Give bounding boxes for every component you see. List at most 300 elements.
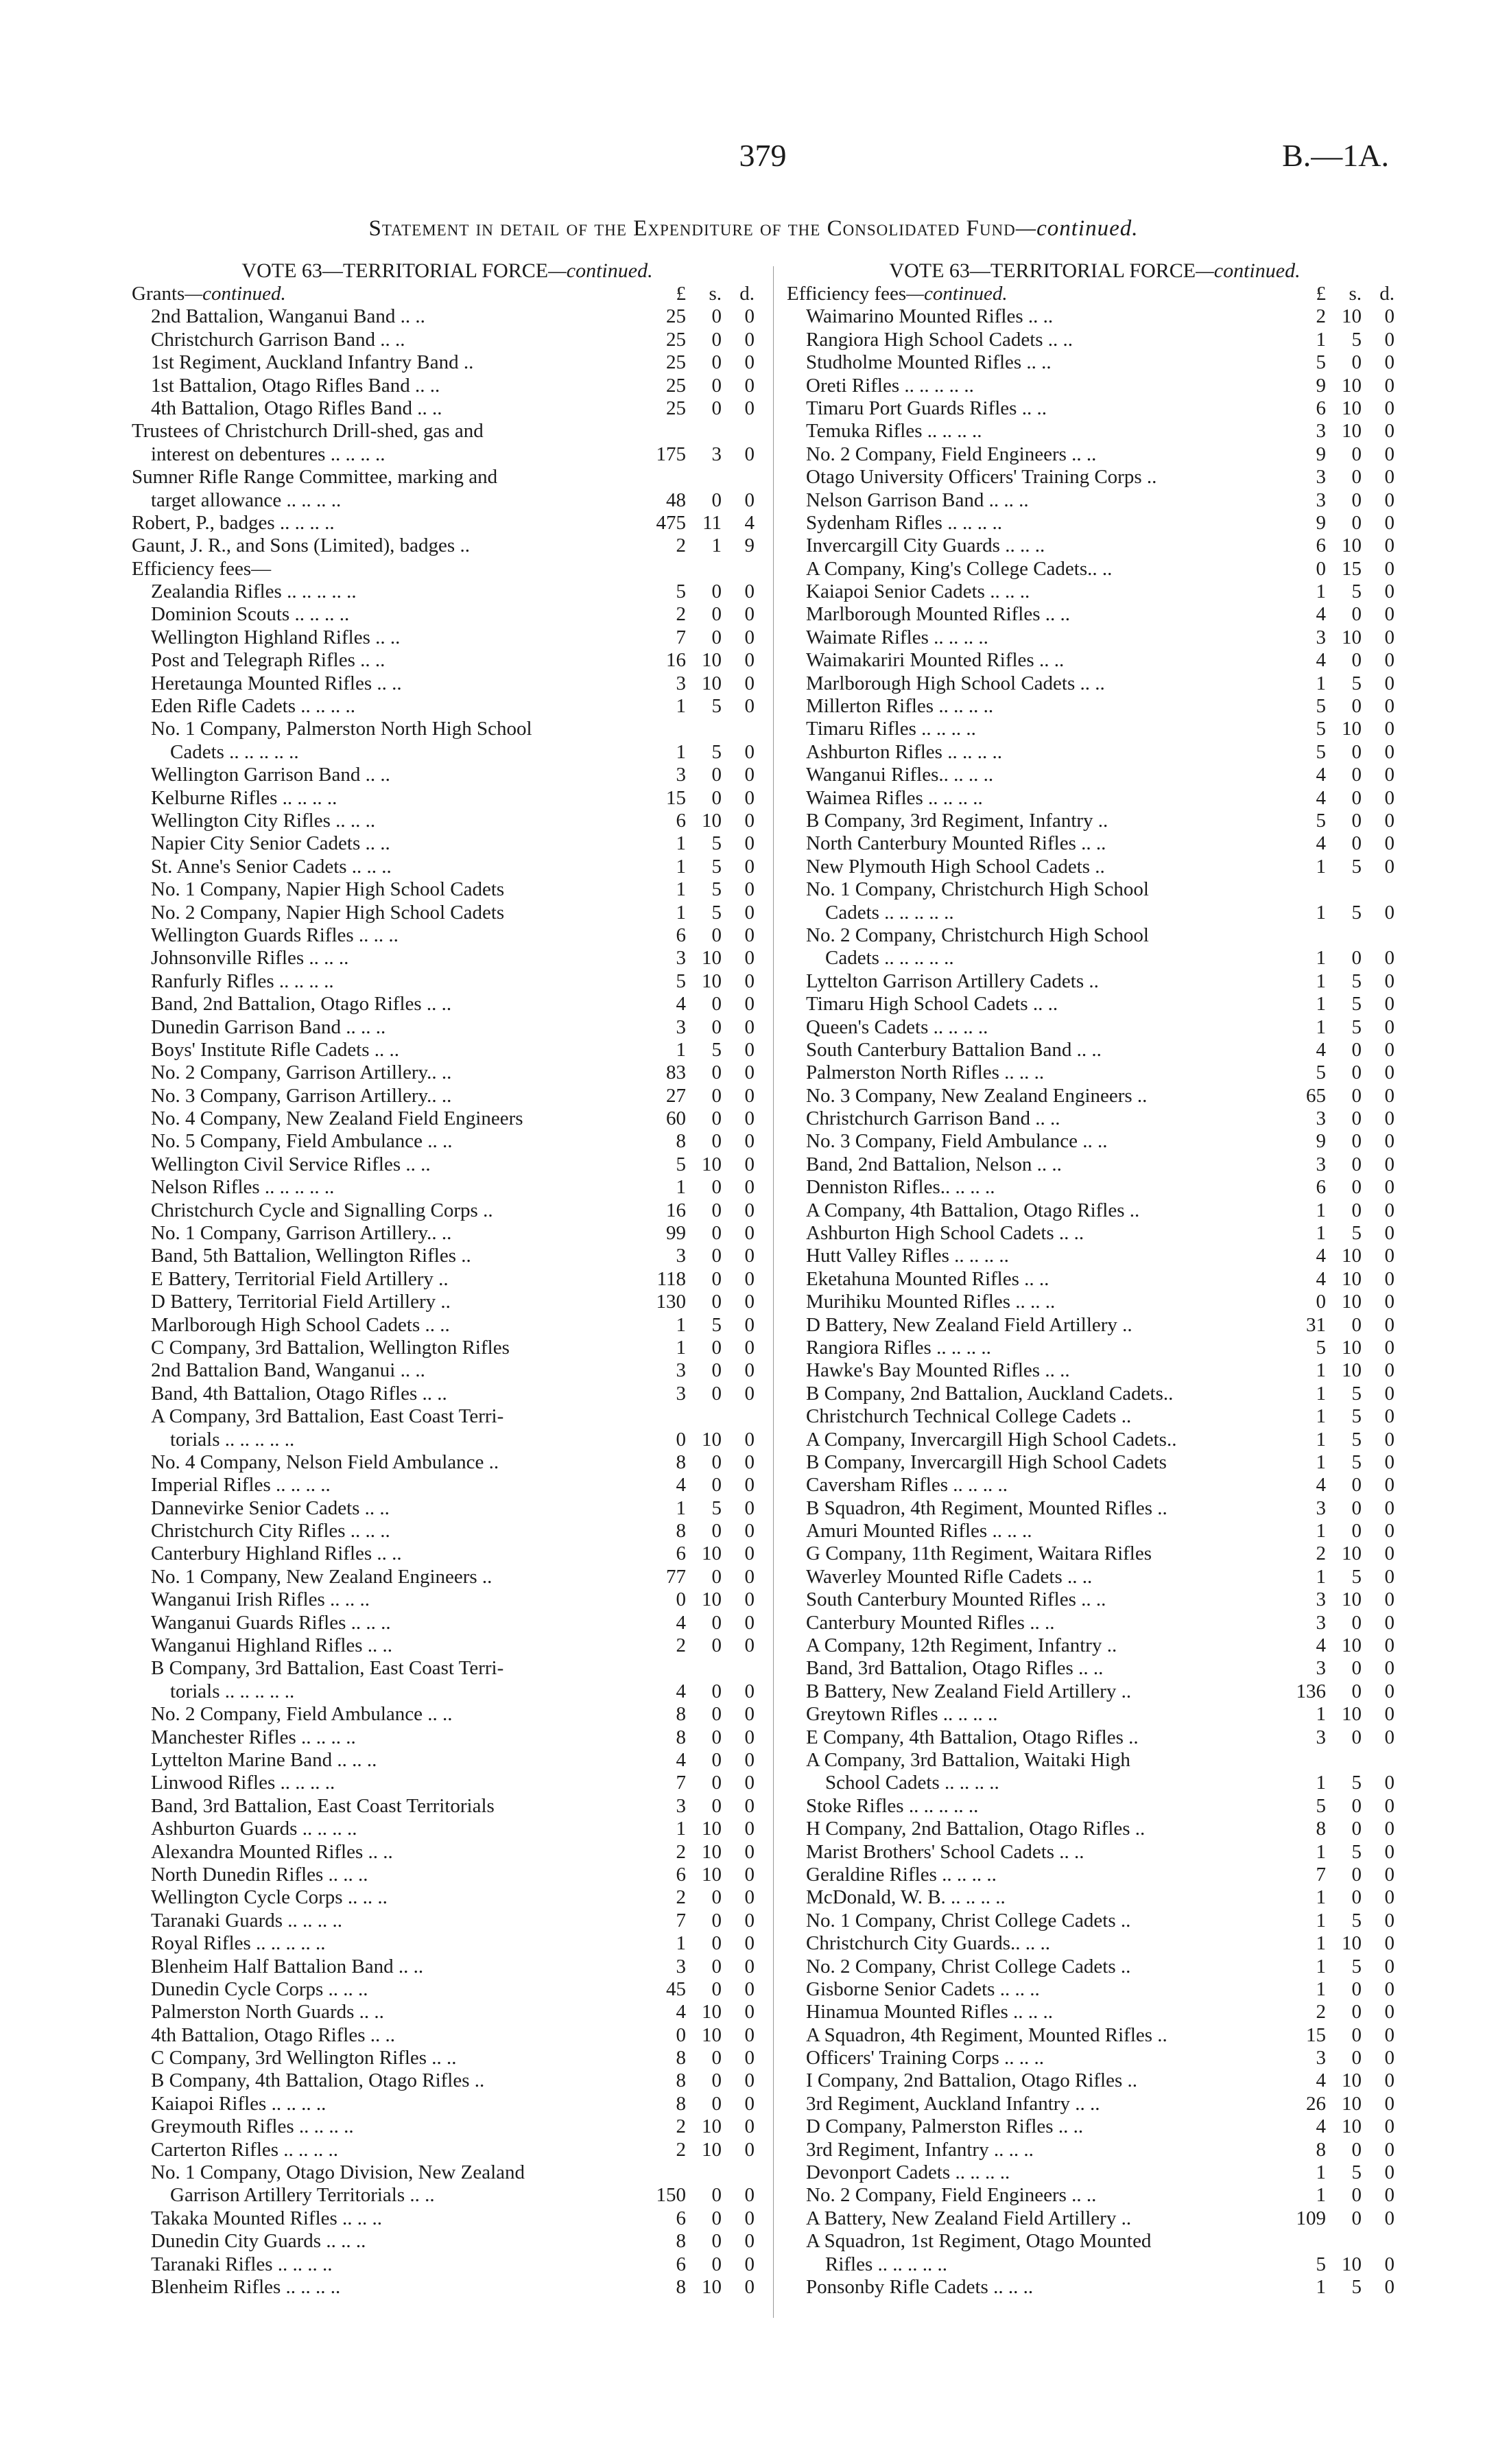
amount-shill: 5 <box>1351 2275 1362 2298</box>
ledger-row-description <box>787 1932 1286 1955</box>
ledger-row <box>132 2069 763 2092</box>
amount-shill: 0 <box>711 1291 722 1313</box>
amount-pounds: 8 <box>676 1726 686 1748</box>
ledger-row-label: Wellington Highland Rifles .. .. <box>151 626 401 648</box>
ledger-row-description <box>787 2024 1286 2047</box>
amount-pounds: 109 <box>1296 2207 1326 2229</box>
amount-shill: 0 <box>1351 1130 1362 1153</box>
ledger-row <box>132 1085 763 1107</box>
ledger-row <box>787 351 1403 374</box>
ledger-row-description <box>787 1612 1286 1634</box>
amount-pence: 0 <box>744 901 755 924</box>
amount-pounds: 5 <box>1316 1336 1326 1359</box>
ledger-row <box>132 1566 763 1588</box>
amount-pounds: 1 <box>676 1336 686 1359</box>
ledger-row-label: Wellington Cycle Corps .. .. .. <box>151 1886 388 1909</box>
ledger-row <box>787 878 1403 901</box>
ledger-row-label: Band, 2nd Battalion, Nelson .. .. <box>806 1153 1062 1175</box>
amount-shill: 0 <box>1351 1199 1362 1221</box>
ledger-row <box>787 2161 1403 2184</box>
ledger-row <box>787 2024 1403 2047</box>
amount-pounds: 8 <box>676 2069 686 2092</box>
amount-shill: 5 <box>1351 970 1362 992</box>
amount-pounds: 8 <box>676 2275 686 2298</box>
ledger-row-description <box>787 1405 1286 1428</box>
amount-shill: 0 <box>711 1886 722 1909</box>
ledger-row-description <box>787 741 1286 764</box>
ledger-row-label: Band, 2nd Battalion, Otago Rifles .. .. <box>151 993 452 1016</box>
ledger-row-description <box>787 2253 1305 2276</box>
amount-shill: 0 <box>1351 809 1362 832</box>
amount-shill: 0 <box>1351 1978 1362 2000</box>
amount-pence: 0 <box>1384 1611 1395 1634</box>
amount-shill: 0 <box>711 2069 722 2092</box>
amount-shill: 0 <box>711 786 722 809</box>
ledger-row-description <box>132 1956 645 1978</box>
ledger-row <box>787 1061 1403 1084</box>
ledger-row-label: Kelburne Rifles .. .. .. .. <box>151 786 337 809</box>
ledger-row <box>132 2093 763 2115</box>
ledger-row-label: Hawke's Bay Mounted Rifles .. .. <box>806 1359 1070 1382</box>
amount-pounds: 7 <box>676 1772 686 1794</box>
ledger-row <box>787 1039 1403 1061</box>
amount-pence: 0 <box>1384 1061 1395 1084</box>
ledger-row-description <box>132 2230 645 2253</box>
amount-shill: 0 <box>711 397 722 419</box>
ledger-row-label: Palmerston North Guards .. .. <box>151 2001 384 2023</box>
ledger-row-label: D Battery, New Zealand Field Artillery .. <box>806 1313 1132 1336</box>
amount-shill: 10 <box>702 2023 722 2046</box>
ledger-row-description <box>787 1474 1286 1497</box>
ledger-row-description <box>132 1061 645 1084</box>
amount-pounds: 4 <box>676 1474 686 1497</box>
amount-shill: 10 <box>1342 1291 1362 1313</box>
ledger-row-description <box>787 2207 1286 2230</box>
amount-shill: 10 <box>1342 2092 1362 2115</box>
amount-shill: 0 <box>711 1245 722 1267</box>
ledger-row-description <box>787 351 1286 374</box>
ledger-row-label: Royal Rifles .. .. .. .. .. <box>151 1932 326 1955</box>
ledger-row-description <box>787 580 1286 603</box>
ledger-row-label: Johnsonville Rifles .. .. .. <box>151 947 349 970</box>
ledger-row-description <box>132 397 645 420</box>
amount-pounds: 4 <box>1316 1267 1326 1290</box>
ledger-row-label: South Canterbury Battalion Band .. .. <box>806 1038 1102 1061</box>
ledger-row-label: Greytown Rifles .. .. .. .. <box>806 1703 998 1726</box>
amount-pounds: 2 <box>676 2138 686 2161</box>
ledger-row-description <box>787 1222 1286 1245</box>
ledger-row-description <box>132 1222 645 1245</box>
amount-pounds: 8 <box>1316 2138 1326 2161</box>
ledger-row <box>132 1864 763 1886</box>
ledger-row-label: Invercargill City Guards .. .. .. <box>806 535 1045 557</box>
ledger-row <box>787 1749 1403 1772</box>
amount-pounds: 3 <box>1316 626 1326 648</box>
amount-pence: 0 <box>1384 1291 1395 1313</box>
amount-shill: 0 <box>1351 832 1362 855</box>
amount-shill: 0 <box>711 1084 722 1107</box>
amount-pence: 0 <box>1384 1772 1395 1794</box>
ledger-row-label: B Company, 3rd Regiment, Infantry .. <box>806 809 1108 832</box>
amount-pounds: 3 <box>676 1359 686 1382</box>
ledger-row-description <box>132 832 645 855</box>
amount-pounds: 15 <box>666 786 686 809</box>
amount-shill: 5 <box>1351 672 1362 694</box>
amount-pence: 0 <box>1384 2023 1395 2046</box>
amount-pounds: 2 <box>1316 2001 1326 2023</box>
ledger-row-label: Linwood Rifles .. .. .. .. <box>151 1772 335 1794</box>
right-ledger-rows <box>787 283 1403 2299</box>
ledger-row <box>132 2161 763 2184</box>
ledger-row-label: No. 2 Company, Field Engineers .. .. <box>806 2184 1097 2207</box>
amount-pounds: 3 <box>1316 1726 1326 1748</box>
ledger-row-description <box>132 375 645 397</box>
ledger-row <box>787 1199 1403 1222</box>
ledger-row-label: Wellington Civil Service Rifles .. .. <box>151 1153 431 1175</box>
amount-pence: 0 <box>744 1978 755 2000</box>
amount-pence: 0 <box>1384 626 1395 648</box>
ledger-row-description <box>132 1451 645 1474</box>
ledger-row <box>132 351 763 374</box>
amount-shill: 0 <box>711 580 722 603</box>
amount-shill: 0 <box>1351 1520 1362 1542</box>
ledger-row <box>132 603 763 626</box>
ledger-row-description <box>787 1107 1286 1130</box>
amount-pounds: 45 <box>666 1978 686 2000</box>
amount-pence: 0 <box>744 1886 755 1909</box>
statement-title <box>0 216 1507 242</box>
amount-shill: 5 <box>1351 1016 1362 1038</box>
amount-pounds: 9 <box>1316 443 1326 465</box>
amount-shill: 0 <box>711 1634 722 1657</box>
ledger-row <box>132 1657 763 1680</box>
amount-pounds: 1 <box>1316 1016 1326 1038</box>
amount-pounds: 1 <box>1316 855 1326 878</box>
amount-pence: 0 <box>744 1772 755 1794</box>
ledger-row <box>132 375 763 397</box>
amount-pounds: 1 <box>1316 672 1326 694</box>
amount-shill: 0 <box>711 764 722 786</box>
amount-pence: 0 <box>744 1611 755 1634</box>
amount-pence: 0 <box>1384 580 1395 603</box>
amount-pounds: 3 <box>676 1382 686 1405</box>
ledger-row <box>787 1818 1403 1840</box>
ledger-row <box>132 558 763 580</box>
ledger-row-label: Taranaki Rifles .. .. .. .. <box>151 2253 333 2275</box>
ledger-row <box>132 2024 763 2047</box>
ledger-row-label: B Company, 3rd Battalion, East Coast Terri- <box>151 1657 504 1680</box>
ledger-row-description <box>132 1016 645 1039</box>
ledger-row <box>787 1772 1403 1794</box>
amount-pounds: 1 <box>1316 1772 1326 1794</box>
ledger-row-label: School Cadets .. .. .. .. <box>825 1772 999 1794</box>
amount-pounds: 1 <box>676 1497 686 1519</box>
amount-pence: 0 <box>1384 1267 1395 1290</box>
ledger-row <box>132 580 763 603</box>
ledger-row-description <box>787 1153 1286 1176</box>
amount-pounds: 475 <box>656 511 686 534</box>
ledger-row-description <box>132 1405 645 1428</box>
amount-shill: 0 <box>1351 2184 1362 2207</box>
amount-shill: 0 <box>711 2253 722 2275</box>
amount-pence: 0 <box>744 1863 755 1886</box>
ledger-row-description <box>132 1176 645 1199</box>
amount-pounds: 3 <box>1316 1153 1326 1175</box>
amount-shill: 0 <box>711 305 722 328</box>
ledger-row-description <box>787 970 1286 993</box>
ledger-row-description <box>132 993 645 1016</box>
ledger-row-label: No. 1 Company, Christchurch High School <box>806 878 1149 901</box>
amount-shill: 0 <box>1351 443 1362 465</box>
ledger-row-label: Ashburton Rifles .. .. .. .. <box>806 740 1002 763</box>
amount-pence: 0 <box>1384 1520 1395 1542</box>
amount-shill: 0 <box>711 1932 722 1955</box>
statement-title-continued: —continued. <box>1015 216 1139 241</box>
ledger-row-label: No. 1 Company, Palmerston North High School <box>151 718 532 740</box>
ledger-row <box>787 1016 1403 1039</box>
amount-pounds: 16 <box>666 649 686 672</box>
amount-shill: 0 <box>711 1520 722 1542</box>
ledger-row <box>787 1451 1403 1474</box>
amount-shill: 0 <box>1351 351 1362 374</box>
amount-shill: 1 <box>711 535 722 557</box>
ledger-row <box>787 1130 1403 1153</box>
amount-shill: 0 <box>711 1611 722 1634</box>
amount-pounds: 5 <box>1316 1061 1326 1084</box>
amount-shill: 0 <box>711 626 722 648</box>
amount-pounds: 1 <box>676 901 686 924</box>
amount-pence: 0 <box>744 397 755 419</box>
amount-pence: 0 <box>744 695 755 718</box>
ledger-row-label: Waimakariri Mounted Rifles .. .. <box>806 649 1065 672</box>
amount-pence: 0 <box>1384 718 1395 740</box>
ledger-row-description <box>132 2253 645 2276</box>
ledger-row <box>132 741 763 764</box>
ledger-row-description <box>787 1772 1305 1794</box>
ledger-row-description <box>132 1932 645 1955</box>
ledger-row <box>787 2253 1403 2276</box>
amount-pounds: 1 <box>1316 1565 1326 1588</box>
ledger-row-description <box>132 1039 645 1061</box>
ledger-row-label: A Company, Invercargill High School Cadets.. <box>806 1428 1177 1451</box>
ledger-row <box>132 718 763 740</box>
amount-pounds: 0 <box>1316 1291 1326 1313</box>
amount-shill: 0 <box>711 1267 722 1290</box>
amount-pence: 0 <box>744 672 755 694</box>
ledger-row <box>787 1795 1403 1818</box>
ledger-row-label: Christchurch Garrison Band .. .. <box>806 1107 1060 1130</box>
amount-shill: 0 <box>711 374 722 397</box>
ledger-row-label: Blenheim Half Battalion Band .. .. <box>151 1955 424 1978</box>
ledger-row <box>132 672 763 695</box>
ledger-row <box>787 1542 1403 1565</box>
amount-pounds: 1 <box>1316 1909 1326 1932</box>
amount-shill: 5 <box>1351 993 1362 1016</box>
amount-shill: 0 <box>711 1703 722 1726</box>
amount-shill: 0 <box>711 1061 722 1084</box>
amount-pence: 0 <box>744 374 755 397</box>
ledger-row-label: Marlborough High School Cadets .. .. <box>151 1313 450 1336</box>
amount-shill: 0 <box>711 2047 722 2069</box>
ledger-row-description <box>787 993 1286 1016</box>
ledger-row <box>787 856 1403 878</box>
ledger-row-description <box>132 1910 645 1932</box>
ledger-row-label: Hutt Valley Rifles .. .. .. .. <box>806 1245 1009 1267</box>
ledger-row <box>787 1176 1403 1199</box>
amount-pence: 0 <box>744 1084 755 1107</box>
ledger-row-description <box>787 764 1286 786</box>
amount-pence: 0 <box>1384 443 1395 465</box>
amount-shill: 0 <box>1351 1863 1362 1886</box>
ledger-row-description <box>787 603 1286 626</box>
ledger-row-label: Wellington Guards Rifles .. .. .. <box>151 924 399 946</box>
amount-pence: 0 <box>744 970 755 992</box>
ledger-row-label: Greymouth Rifles .. .. .. .. <box>151 2115 354 2138</box>
ledger-row-label: Denniston Rifles.. .. .. .. <box>806 1176 995 1199</box>
amount-shill: 10 <box>702 2001 722 2023</box>
amount-pounds: 3 <box>1316 1611 1326 1634</box>
ledger-row-label: 4th Battalion, Otago Rifles Band .. .. <box>151 397 442 419</box>
ledger-row-description <box>787 2276 1286 2299</box>
amount-pence: 0 <box>1384 855 1395 878</box>
ledger-row-label: A Squadron, 4th Regiment, Mounted Rifles .. <box>806 2023 1167 2046</box>
ledger-row <box>787 1886 1403 1909</box>
amount-pounds: 3 <box>676 947 686 970</box>
amount-shill: 0 <box>1351 1680 1362 1702</box>
amount-pence: 0 <box>1384 1703 1395 1726</box>
ledger-row-description <box>787 512 1286 535</box>
left-vote-heading <box>132 259 763 283</box>
amount-pounds: 3 <box>1316 1657 1326 1680</box>
amount-shill: 5 <box>1351 1382 1362 1405</box>
ledger-row-description <box>132 2069 645 2092</box>
amount-pence: 0 <box>744 1336 755 1359</box>
amount-pounds: 1 <box>676 832 686 855</box>
ledger-row <box>787 718 1403 740</box>
amount-pence: 0 <box>1384 2115 1395 2138</box>
ledger-row-description <box>787 1061 1286 1084</box>
amount-pence: 0 <box>1384 1016 1395 1038</box>
amount-pounds: 60 <box>666 1107 686 1130</box>
ledger-row-description <box>787 832 1286 855</box>
ledger-row-label: B Battery, New Zealand Field Artillery .. <box>806 1680 1132 1702</box>
amount-pence: 0 <box>744 2047 755 2069</box>
amount-pounds: 1 <box>1316 1886 1326 1909</box>
column-divider <box>773 266 774 2318</box>
ledger-row <box>132 1634 763 1657</box>
amount-shill: 0 <box>1351 649 1362 672</box>
ledger-row <box>787 1268 1403 1291</box>
ledger-row <box>787 787 1403 810</box>
amount-pence: 0 <box>744 1565 755 1588</box>
ledger-row <box>787 764 1403 786</box>
ledger-row-description <box>787 1245 1286 1267</box>
ledger-row-description <box>132 535 626 557</box>
ledger-row-description <box>787 2047 1286 2069</box>
amount-pounds: 6 <box>676 2253 686 2275</box>
ledger-row-description <box>132 1130 645 1153</box>
ledger-row-description <box>132 1864 645 1886</box>
amount-pounds: 1 <box>676 878 686 901</box>
amount-shill: 0 <box>1351 603 1362 626</box>
ledger-row <box>787 535 1403 557</box>
amount-shill: 0 <box>711 1680 722 1702</box>
amount-pence: 0 <box>744 1245 755 1267</box>
ledger-row <box>787 2115 1403 2138</box>
ledger-row-label: 2nd Battalion, Wanganui Band .. .. <box>151 305 425 328</box>
ledger-row-description <box>132 718 645 740</box>
ledger-row-description <box>787 787 1286 810</box>
amount-pounds: £ <box>676 283 686 305</box>
amount-pence: 0 <box>744 1199 755 1221</box>
amount-pence: 0 <box>744 305 755 328</box>
amount-shill: 10 <box>1342 1932 1362 1955</box>
amount-shill: 0 <box>711 1130 722 1153</box>
amount-pence: 0 <box>1384 1451 1395 1473</box>
ledger-row-description <box>132 1359 645 1382</box>
statement-title-caps: Statement in detail of the Expenditure of the Consolidated Fund <box>368 216 1016 241</box>
ledger-row-description <box>132 2207 645 2230</box>
amount-pounds: 5 <box>1316 351 1326 374</box>
ledger-row-description <box>787 283 1267 305</box>
amount-shill: 0 <box>1351 695 1362 718</box>
ledger-row <box>132 649 763 672</box>
amount-pounds: 6 <box>676 924 686 946</box>
amount-pence: 0 <box>744 1794 755 1817</box>
ledger-row-label: Heretaunga Mounted Rifles .. .. <box>151 672 402 694</box>
ledger-row <box>132 2230 763 2253</box>
amount-pence: 0 <box>1384 1245 1395 1267</box>
amount-pounds: 6 <box>676 1542 686 1565</box>
amount-shill: 10 <box>1342 718 1362 740</box>
ledger-row-description <box>132 351 645 374</box>
ledger-row-label: Marist Brothers' School Cadets .. .. <box>806 1840 1084 1863</box>
ledger-row <box>787 397 1403 420</box>
ledger-row-description <box>132 1886 645 1909</box>
ledger-row <box>787 580 1403 603</box>
amount-shill: 5 <box>1351 2161 1362 2184</box>
amount-pence: 0 <box>1384 557 1395 580</box>
ledger-row-description <box>132 558 626 580</box>
ledger-row-label: E Company, 4th Battalion, Otago Rifles .. <box>806 1726 1139 1748</box>
amount-shill: 0 <box>1351 1084 1362 1107</box>
amount-pence: 0 <box>1384 695 1395 718</box>
ledger-row-continued: —continued. <box>185 283 286 305</box>
ledger-row <box>787 1153 1403 1176</box>
ledger-row <box>787 1497 1403 1520</box>
amount-pounds: 1 <box>1316 1932 1326 1955</box>
amount-pence: 0 <box>1384 351 1395 374</box>
ledger-row <box>787 1107 1403 1130</box>
ledger-row-description <box>132 902 645 924</box>
ledger-row-description <box>132 1085 645 1107</box>
ledger-row-label: Waimea Rifles .. .. .. .. <box>806 786 983 809</box>
ledger-row-label: Gaunt, J. R., and Sons (Limited), badges .. <box>132 535 470 557</box>
ledger-row-description <box>132 512 626 535</box>
ledger-row-description <box>132 741 664 764</box>
amount-pounds: 6 <box>1316 397 1326 419</box>
amount-pence: 9 <box>744 535 755 557</box>
ledger-row <box>787 1222 1403 1245</box>
amount-pence: 0 <box>1384 672 1395 694</box>
ledger-row-description <box>787 1359 1286 1382</box>
amount-shill: 0 <box>711 2230 722 2253</box>
ledger-row-label: Christchurch Garrison Band .. .. <box>151 328 405 351</box>
ledger-row <box>132 1910 763 1932</box>
ledger-row-label: Efficiency fees <box>787 283 907 305</box>
ledger-row <box>787 1337 1403 1359</box>
ledger-row-description <box>787 1199 1286 1222</box>
